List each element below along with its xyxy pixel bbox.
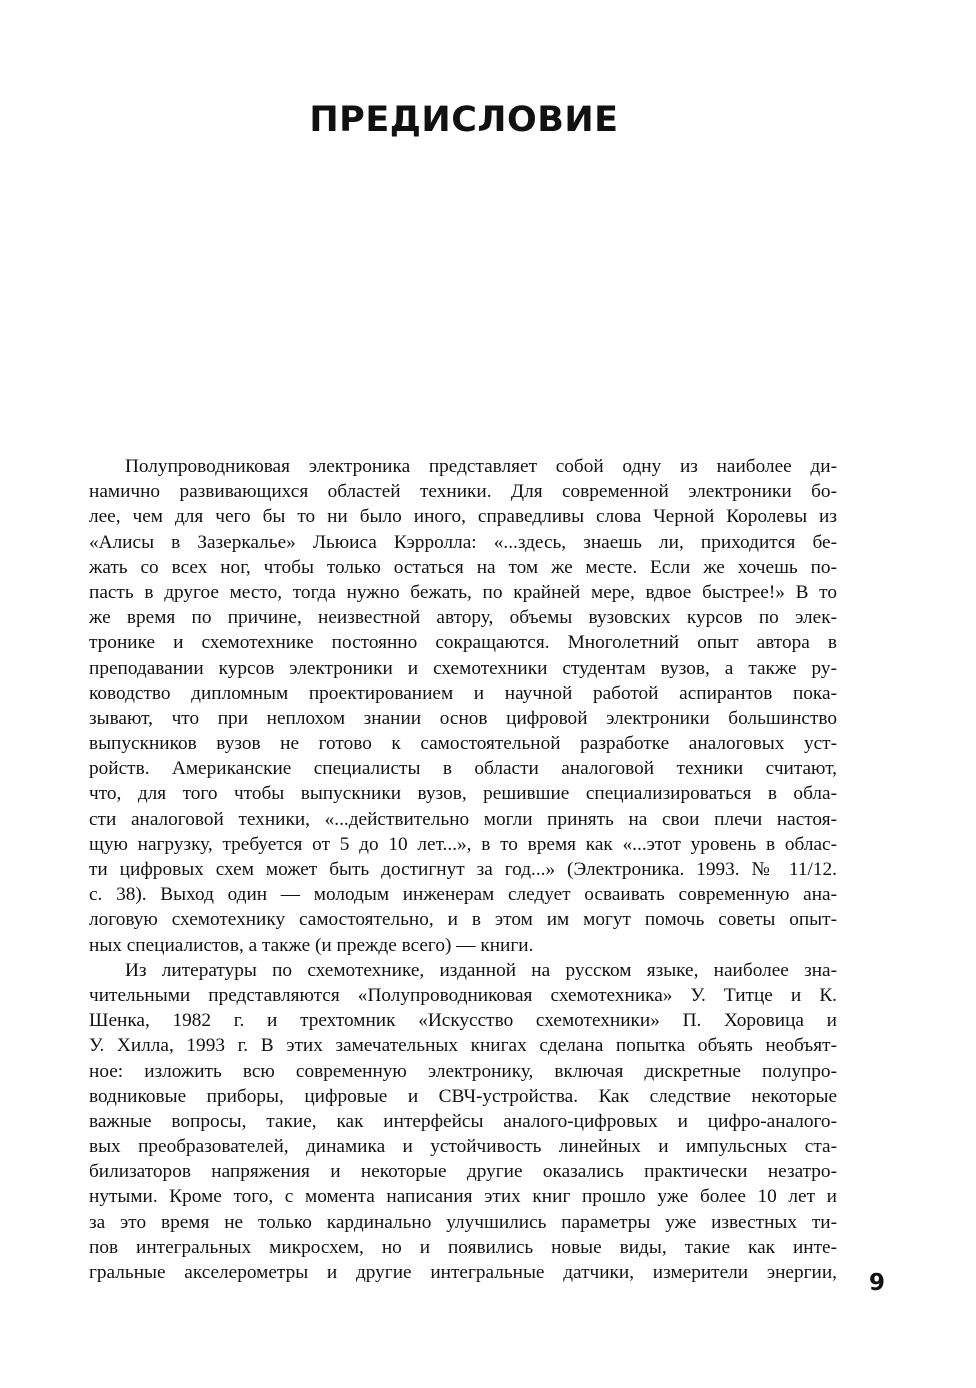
text-line: жать со всех ног, чтобы только остаться на том же месте. Если же хочешь по- [89, 556, 837, 578]
text-line: Из литературы по схемотехнике, изданной на русском языке, наиболее зна- [125, 959, 837, 981]
text-line: сти аналоговой техники, «...действительно могли принять на свои плечи настоя- [89, 808, 837, 830]
text-line: же время по причине, неизвестной автору, объемы вузовских курсов по элек- [89, 607, 837, 629]
paragraph-1 [89, 454, 837, 958]
text-line: тронике и схемотехнике постоянно сокращаются. Многолетний опыт автора в [89, 632, 837, 654]
text-line: щую нагрузку, требуется от 5 до 10 лет...», в то время как «...этот уровень в облас- [89, 833, 837, 855]
text-line: ководство дипломным проектированием и научной работой аспирантов пока- [89, 682, 837, 704]
text-line: ройств. Американские специалисты в области аналоговой техники считают, [89, 758, 837, 780]
text-line: водниковые приборы, цифровые и СВЧ-устройства. Как следствие некоторые [89, 1085, 837, 1107]
text-line: намично развивающихся областей техники. Для современной электроники бо- [89, 481, 837, 503]
paragraph-2 [89, 958, 837, 1285]
text-line: логовую схемотехнику самостоятельно, и в этом им могут помочь советы опыт- [89, 909, 837, 931]
text-line: нутыми. Кроме того, с момента написания этих книг прошло уже более 10 лет и [89, 1186, 837, 1208]
text-line: за это время не только кардинально улучшились параметры уже известных ти- [89, 1211, 837, 1233]
text-line: У. Хилла, 1993 г. В этих замечательных книгах сделана попытка объять необъят- [89, 1035, 837, 1057]
body-text [89, 454, 837, 1285]
text-line: преподавании курсов электроники и схемотехники студентам вузов, а также ру- [89, 657, 837, 679]
text-line: ных специалистов, а также (и прежде всего) — книги. [89, 934, 534, 956]
text-line: что, для того чтобы выпускники вузов, решившие специализироваться в обла- [89, 783, 837, 805]
text-line: Шенка, 1982 г. и трехтомник «Искусство схемотехники» П. Хоровица и [89, 1010, 837, 1032]
text-line: выпускников вузов не готово к самостоятельной разработке аналоговых уст- [89, 733, 837, 755]
text-line: «Алисы в Зазеркалье» Льюиса Кэрролла: «...здесь, знаешь ли, приходится бе- [89, 531, 837, 553]
text-line: ти цифровых схем может быть достигнут за год...» (Электроника. 1993. № 11/12. [89, 859, 837, 880]
chapter-title: ПРЕДИСЛОВИЕ [309, 100, 619, 140]
text-line: билизаторов напряжения и некоторые другие оказались практически незатро- [89, 1161, 837, 1183]
text-line: вых преобразователей, динамика и устойчивость линейных и импульсных ста- [89, 1136, 837, 1158]
text-line: пасть в другое место, тогда нужно бежать, по крайней мере, вдвое быстрее!» В то [89, 581, 837, 603]
text-line: ное: изложить всю современную электронику, включая дискретные полупро- [89, 1060, 837, 1082]
text-line: Полупроводниковая электроника представляет собой одну из наиболее ди- [125, 456, 837, 477]
text-line: зывают, что при неплохом знании основ цифровой электроники большинство [89, 707, 837, 729]
text-line: лее, чем для чего бы то ни было иного, справедливы слова Черной Королевы из [89, 506, 837, 528]
text-line: пов интегральных микросхем, но и появились новые виды, такие как инте- [89, 1236, 837, 1258]
page-number: 9 [868, 1270, 885, 1296]
text-line: гральные акселерометры и другие интегральные датчики, измерители энергии, [89, 1262, 837, 1283]
text-line: важные вопросы, такие, как интерфейсы аналого-цифровых и цифро-аналого- [89, 1110, 837, 1132]
text-line: чительными представляются «Полупроводниковая схемотехника» У. Титце и К. [89, 984, 837, 1006]
text-line: с. 38). Выход один — молодым инженерам следует осваивать современную ана- [89, 884, 837, 906]
